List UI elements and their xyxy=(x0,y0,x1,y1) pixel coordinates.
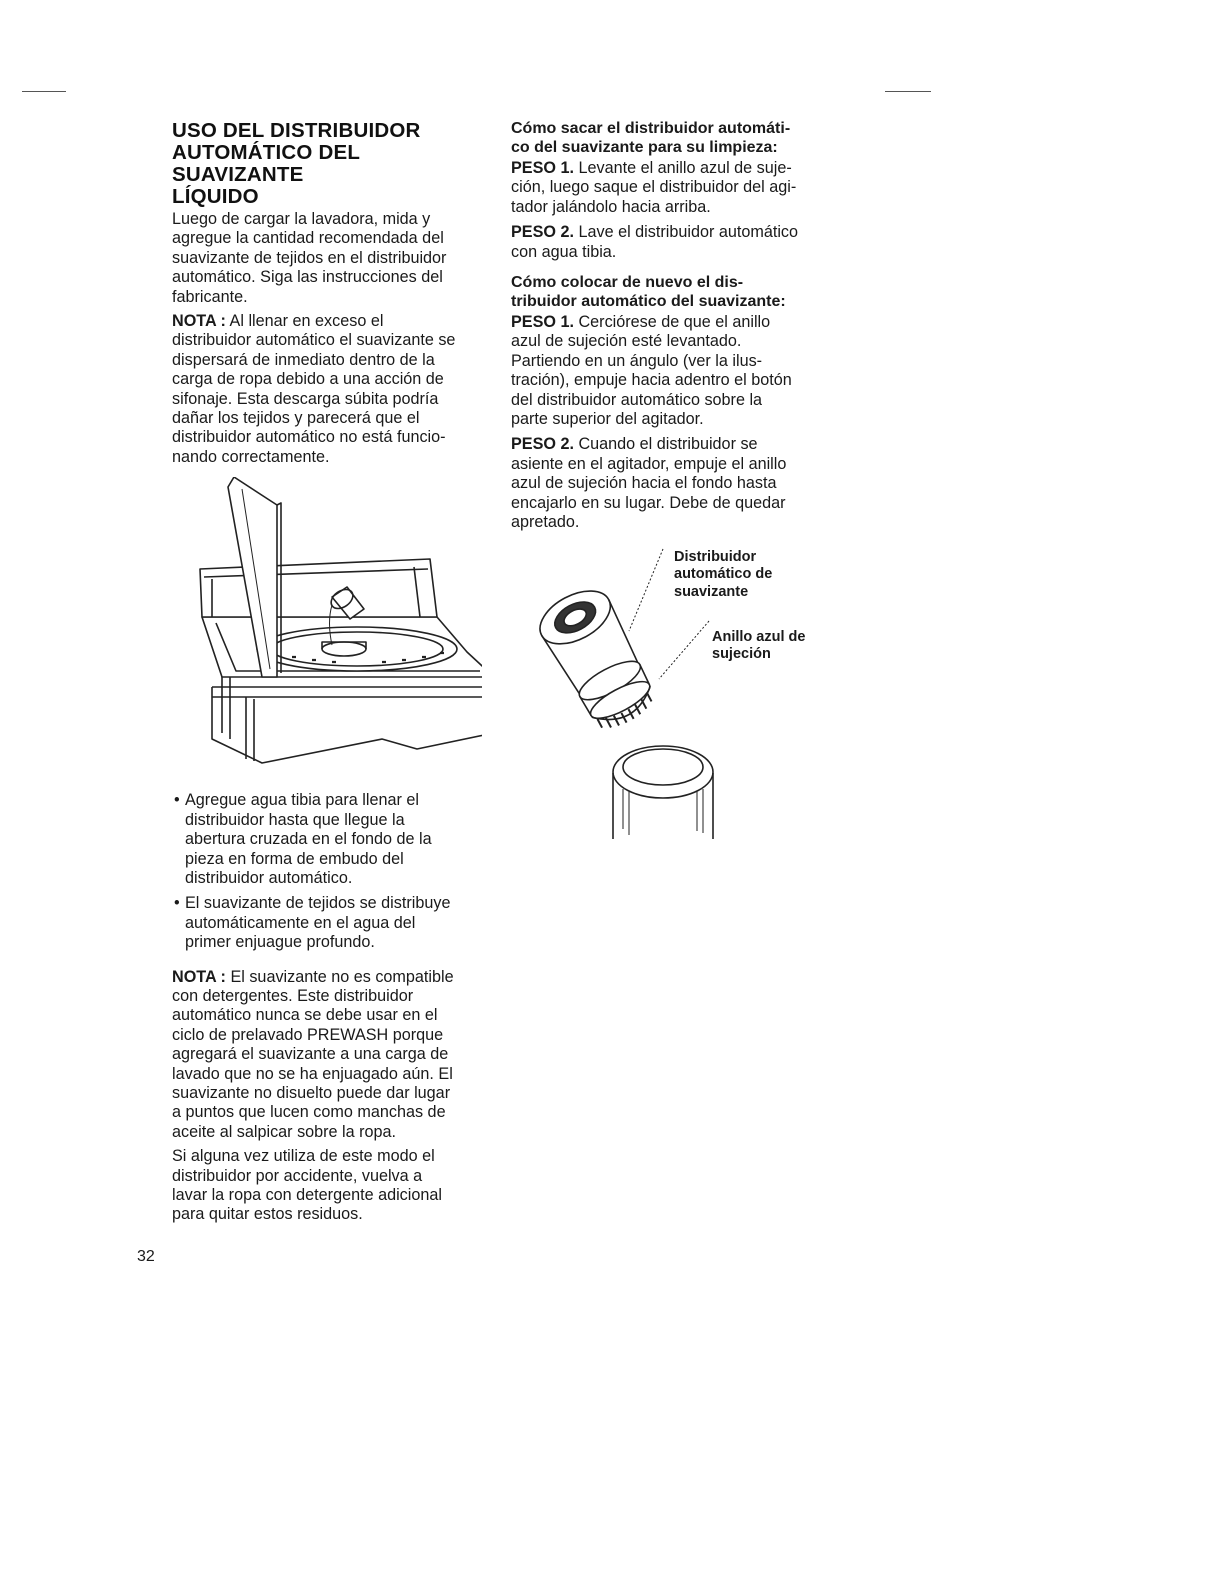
step-text: Levante el anillo azul de suje- ción, luego saque el distribuidor del agi- tador jalándolo hacia arriba. xyxy=(511,159,797,216)
list-item xyxy=(172,894,494,952)
crop-mark-right xyxy=(885,91,931,92)
step-label: PESO 1. xyxy=(511,159,574,177)
note-compatibility xyxy=(172,968,494,1143)
right-column xyxy=(511,120,841,839)
install-step-1 xyxy=(511,313,841,429)
bullet-glyph: • xyxy=(174,894,180,913)
callout-dispenser: Distribuidor automático de suavizante xyxy=(674,548,773,600)
step-label: PESO 2. xyxy=(511,223,574,242)
note-text: El suavizante no es compatible con detergentes. Este distribuidor automático nunca se debe usar en el ciclo de prelavado PREWASH porque agregará el suavizante a una carga de lavado que no se ha enjuagado aún. El suavizante no disuelto puede dar lugar a puntos que lucen como manchas de aceite al salpicar sobre la ropa. xyxy=(172,967,454,1141)
step-text: Lave el distribuidor automático con agua tibia. xyxy=(511,223,799,261)
dispenser-figure xyxy=(511,539,841,839)
bullet-glyph: • xyxy=(174,791,180,810)
step-label: PESO 1. xyxy=(511,313,574,332)
install-step-2 xyxy=(511,435,841,532)
page-number: 32 xyxy=(137,1248,155,1265)
washer-illustration xyxy=(182,477,482,777)
left-column xyxy=(172,120,494,1230)
intro-paragraph: Luego de cargar la lavadora, mida y agregue la cantidad recomendada del suavizante de tejidos en el distribuidor automático. Siga las instrucciones del fabricante. xyxy=(172,210,447,306)
install-heading: Cómo colocar de nuevo el dis- tribuidor automático del suavizante: xyxy=(511,274,786,310)
note-overfill xyxy=(172,312,494,467)
crop-mark-left xyxy=(22,91,66,92)
note-text: Al llenar en exceso el distribuidor automático el suavizante se dispersará de inmediato dentro de la carga de ropa debido a una acción de sifonaje. Esta descarga súbita podría dañar los tejidos y parecerá que el distribuidor automático no está funcio- nando correctamente. xyxy=(172,312,456,466)
remove-step-2 xyxy=(511,223,841,262)
remove-heading: Cómo sacar el distribuidor automáti- co del suavizante para su limpieza: xyxy=(511,120,791,156)
list-item-text: Agregue agua tibia para llenar el distribuidor hasta que llegue la abertura cruzada en el fondo de la pieza en forma de embudo del distribuidor automático. xyxy=(185,791,432,887)
step-label: PESO 2. xyxy=(511,435,574,454)
list-item-text: El suavizante de tejidos se distribuye automáticamente en el agua del primer enjuague profundo. xyxy=(185,894,451,952)
instruction-list xyxy=(172,791,494,952)
closing-paragraph: Si alguna vez utiliza de este modo el distribuidor por accidente, vuelva a lavar la ropa con detergente adicional para quitar estos residuos. xyxy=(172,1147,442,1224)
note-label: NOTA : xyxy=(172,312,226,331)
callout-ring: Anillo azul de sujeción xyxy=(712,628,806,662)
remove-step-1 xyxy=(511,159,841,217)
step-text: Cuando el distribuidor se asiente en el agitador, empuje el anillo azul de sujeción hacia el fondo hasta encajarlo en su lugar. Debe de quedar apretado. xyxy=(511,435,787,532)
section-heading: USO DEL DISTRIBUIDOR AUTOMÁTICO DEL SUAVIZANTE LÍQUIDO xyxy=(172,119,421,208)
step-text: Cerciórese de que el anillo azul de sujeción esté levantado. Partiendo en un ángulo (ver la ilus- tración), empuje hacia adentro el botón del distribuidor automático sobre la parte superior del agitador. xyxy=(511,313,792,429)
list-item xyxy=(172,791,494,888)
note-label: NOTA : xyxy=(172,967,226,986)
